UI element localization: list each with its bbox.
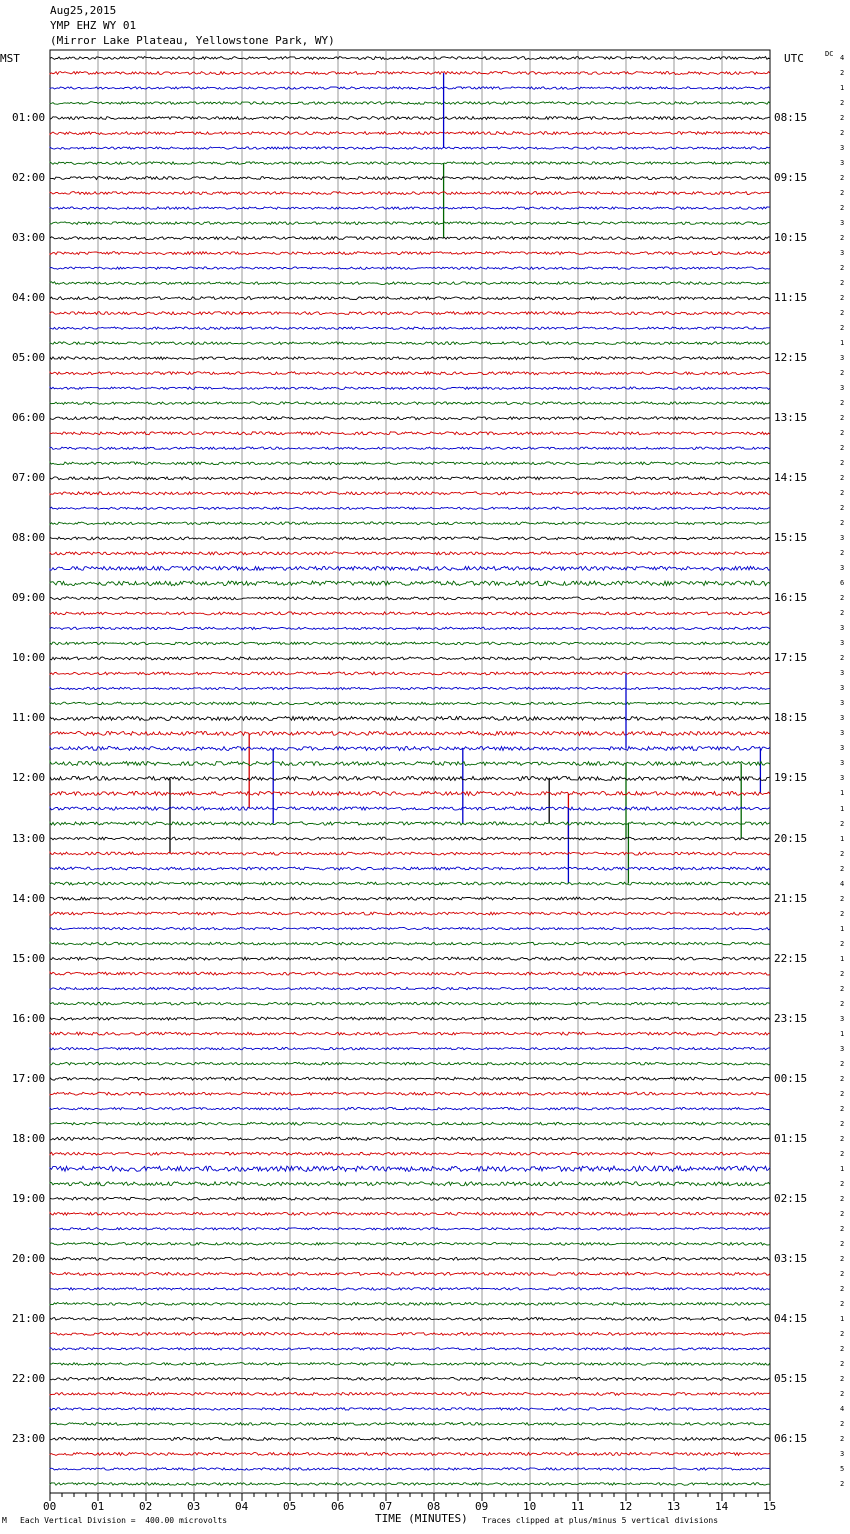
dc-offset-value: 2	[840, 1179, 845, 1188]
trace-row-20	[50, 357, 770, 360]
dc-offset-value: 2	[840, 399, 845, 408]
dc-offset-value: 3	[840, 624, 845, 633]
left-hour-label: 02:00	[12, 171, 46, 185]
trace-row-47	[50, 762, 770, 766]
left-hour-label: 16:00	[12, 1011, 46, 1025]
left-hour-label: 17:00	[12, 1071, 46, 1085]
trace-row-53	[50, 852, 770, 855]
trace-row-82	[50, 1288, 770, 1290]
right-hour-label: 11:15	[774, 291, 808, 305]
trace-row-12	[50, 237, 770, 240]
trace-row-65	[50, 1032, 770, 1035]
trace-row-13	[50, 252, 770, 255]
x-tick-label: 12	[619, 1500, 633, 1513]
trace-row-38	[50, 627, 770, 629]
trace-row-67	[50, 1062, 770, 1065]
trace-row-76	[50, 1197, 770, 1200]
trace-row-87	[50, 1363, 770, 1366]
trace-row-80	[50, 1257, 770, 1260]
dc-offset-value: 3	[840, 1014, 845, 1023]
left-hour-label: 08:00	[12, 531, 46, 545]
trace-row-16	[50, 297, 770, 300]
dc-offset-value: 6	[840, 579, 845, 588]
station-id: YMP EHZ WY 01	[50, 19, 137, 32]
trace-row-41	[50, 672, 770, 675]
dc-offset-value: 2	[840, 864, 845, 873]
time-axis	[50, 1493, 770, 1501]
dc-offset-value: 1	[840, 789, 845, 798]
dc-offset-value: 1	[840, 834, 845, 843]
left-hour-label: 11:00	[12, 711, 46, 725]
trace-row-22	[50, 387, 770, 389]
dc-offset-value: 3	[840, 639, 845, 648]
trace-row-18	[50, 327, 770, 329]
right-hour-label: 18:15	[774, 711, 808, 725]
trace-row-73	[50, 1152, 770, 1155]
trace-row-68	[50, 1077, 770, 1080]
left-hour-label: 14:00	[12, 891, 46, 905]
dc-offset-value: 2	[840, 984, 845, 993]
trace-row-21	[50, 372, 770, 375]
dc-offset-value: 2	[840, 234, 845, 243]
left-hour-label: 07:00	[12, 471, 46, 485]
x-tick-label: 07	[379, 1500, 393, 1513]
trace-row-11	[50, 222, 770, 225]
trace-row-34	[50, 566, 770, 570]
right-hour-label: 14:15	[774, 471, 808, 485]
dc-offset-value: 2	[840, 489, 845, 498]
trace-row-14	[50, 267, 770, 269]
trace-row-30	[50, 507, 770, 509]
trace-row-62	[50, 987, 770, 989]
left-hour-label: 04:00	[12, 291, 46, 305]
left-hour-label: 10:00	[12, 651, 46, 665]
dc-offset-value: 2	[840, 369, 845, 378]
trace-row-19	[50, 342, 770, 345]
dc-offset-value: 3	[840, 249, 845, 258]
dc-offset-value: 1	[840, 1164, 845, 1173]
right-hour-label: 16:15	[774, 591, 808, 605]
dc-offset-value: 4	[840, 54, 845, 62]
trace-row-49	[50, 792, 770, 796]
dc-offset-value: 2	[840, 894, 845, 903]
left-hour-label: 01:00	[12, 111, 46, 125]
dc-offset-value: 2	[840, 69, 845, 77]
trace-row-33	[50, 552, 770, 555]
trace-row-92	[50, 1438, 770, 1441]
dc-offset-value: 2	[840, 429, 845, 438]
right-hour-label: 06:15	[774, 1431, 808, 1445]
dc-offset-value: 3	[840, 669, 845, 678]
dc-offset-value: 2	[840, 1074, 845, 1083]
trace-row-63	[50, 1002, 770, 1005]
dc-offset-value: 2	[840, 279, 845, 288]
right-hour-label: 04:15	[774, 1311, 808, 1325]
trace-row-29	[50, 492, 770, 495]
left-hour-label: 22:00	[12, 1371, 46, 1385]
trace-row-51	[50, 822, 770, 825]
dc-offset-value: 2	[840, 1389, 845, 1398]
right-hour-label: 01:15	[774, 1131, 808, 1145]
left-hour-label: 19:00	[12, 1191, 46, 1205]
x-tick-label: 15	[763, 1500, 777, 1513]
right-hour-label: 15:15	[774, 531, 808, 545]
trace-row-0	[50, 57, 770, 60]
dc-offset-value: 2	[840, 654, 845, 663]
trace-row-93	[50, 1453, 770, 1456]
dc-offset-value: 2	[840, 1344, 845, 1353]
plot-frame	[50, 50, 770, 1493]
trace-row-56	[50, 897, 770, 900]
trace-row-94	[50, 1468, 770, 1470]
trace-row-5	[50, 132, 770, 135]
dc-offset-value: 2	[840, 1479, 845, 1488]
x-tick-label: 01	[91, 1500, 105, 1513]
right-hour-label: 05:15	[774, 1371, 808, 1385]
dc-offset-value: 3	[840, 759, 845, 768]
right-hour-label: 09:15	[774, 171, 808, 185]
trace-row-4	[50, 117, 770, 120]
trace-row-81	[50, 1272, 770, 1275]
dc-offset-value: 2	[840, 1209, 845, 1218]
dc-offset-value: 2	[840, 129, 845, 138]
trace-row-48	[50, 777, 770, 781]
x-tick-label: 10	[523, 1500, 537, 1513]
trace-row-60	[50, 957, 770, 960]
trace-row-35	[50, 581, 770, 586]
dc-offset-value: 2	[840, 1299, 845, 1308]
dc-offset-value: 2	[840, 414, 845, 423]
dc-offset-value: 3	[840, 534, 845, 543]
trace-row-64	[50, 1017, 770, 1020]
trace-row-39	[50, 642, 770, 645]
trace-row-85	[50, 1332, 770, 1335]
trace-row-86	[50, 1348, 770, 1350]
right-hour-label: 17:15	[774, 651, 808, 665]
chart-date: Aug25,2015	[50, 4, 117, 17]
right-hour-label: 20:15	[774, 831, 808, 845]
dc-offset-value: 3	[840, 564, 845, 573]
trace-row-32	[50, 537, 770, 540]
dc-offset-value: 3	[840, 144, 845, 153]
dc-offset-value: 2	[840, 1134, 845, 1143]
trace-row-83	[50, 1303, 770, 1306]
trace-row-89	[50, 1392, 770, 1395]
trace-row-61	[50, 972, 770, 975]
dc-offset-value: 2	[840, 1254, 845, 1263]
dc-offset-value: 3	[840, 159, 845, 168]
dc-offset-value: 1	[840, 339, 845, 348]
dc-offset-value: 2	[840, 444, 845, 453]
dc-offset-value: 2	[840, 609, 845, 618]
x-tick-label: 14	[715, 1500, 729, 1513]
dc-offset-value: 3	[840, 219, 845, 228]
x-tick-label: 11	[571, 1500, 585, 1513]
trace-row-15	[50, 282, 770, 285]
dc-offset-value: 2	[840, 309, 845, 318]
dc-offset-value: 3	[840, 714, 845, 723]
dc-offset-value: 4	[840, 879, 845, 888]
dc-offset-value: 1	[840, 1314, 845, 1323]
dc-offset-value: 2	[840, 99, 845, 108]
right-hour-label: 02:15	[774, 1191, 808, 1205]
clip-note: Traces clipped at plus/minus 5 vertical divisions	[482, 1516, 719, 1525]
trace-row-2	[50, 87, 770, 89]
dc-offset-value: 2	[840, 1269, 845, 1278]
trace-row-91	[50, 1423, 770, 1426]
left-hour-label: 03:00	[12, 231, 46, 245]
trace-row-54	[50, 867, 770, 870]
dc-offset-value: 2	[840, 1284, 845, 1293]
dc-offset-value: 2	[840, 1239, 845, 1248]
trace-row-84	[50, 1317, 770, 1320]
right-hour-label: 13:15	[774, 411, 808, 425]
trace-row-7	[50, 162, 770, 165]
dc-offset-value: 2	[840, 1434, 845, 1443]
right-hour-label: 22:15	[774, 951, 808, 965]
dc-offset-value: 4	[840, 1404, 845, 1413]
dc-offset-value: 2	[840, 1149, 845, 1158]
seismic-traces	[50, 57, 770, 1486]
trace-row-90	[50, 1408, 770, 1410]
trace-row-28	[50, 477, 770, 480]
x-tick-label: 08	[427, 1500, 441, 1513]
dc-offset-value: 2	[840, 264, 845, 273]
dc-offset-value: 3	[840, 1449, 845, 1458]
x-tick-label: 04	[235, 1500, 249, 1513]
dc-offset-value: 2	[840, 1104, 845, 1113]
trace-row-45	[50, 732, 770, 736]
dc-offset-value: 2	[840, 969, 845, 978]
trace-row-74	[50, 1166, 770, 1171]
trace-row-42	[50, 687, 770, 689]
dc-offset-value: 3	[840, 699, 845, 708]
dc-offset-value: 2	[840, 849, 845, 858]
corner-mark: M	[2, 1516, 7, 1525]
trace-row-77	[50, 1212, 770, 1215]
trace-row-24	[50, 417, 770, 420]
trace-row-57	[50, 912, 770, 915]
dc-column-label: DC	[825, 50, 834, 58]
trace-row-43	[50, 702, 770, 705]
dc-offset-value: 2	[840, 459, 845, 468]
trace-row-44	[50, 717, 770, 721]
trace-row-6	[50, 147, 770, 149]
trace-row-71	[50, 1122, 770, 1125]
trace-row-37	[50, 612, 770, 615]
trace-row-75	[50, 1182, 770, 1186]
dc-offset-value: 2	[840, 1059, 845, 1068]
left-hour-label: 13:00	[12, 831, 46, 845]
dc-offset-value: 2	[840, 594, 845, 603]
dc-offset-value: 3	[840, 684, 845, 693]
dc-offset-value: 2	[840, 294, 845, 303]
dc-offset-value: 5	[840, 1464, 845, 1473]
x-tick-label: 00	[43, 1500, 57, 1513]
x-tick-label: 03	[187, 1500, 201, 1513]
trace-row-72	[50, 1137, 770, 1140]
left-hour-label: 21:00	[12, 1311, 46, 1325]
trace-row-79	[50, 1243, 770, 1246]
dc-offset-value: 2	[840, 1224, 845, 1233]
dc-offset-value: 2	[840, 519, 845, 528]
dc-offset-value: 1	[840, 924, 845, 933]
trace-row-88	[50, 1377, 770, 1380]
dc-offset-value: 3	[840, 354, 845, 363]
dc-offset-value: 2	[840, 324, 845, 333]
trace-row-27	[50, 462, 770, 465]
left-hour-label: 18:00	[12, 1131, 46, 1145]
trace-row-23	[50, 402, 770, 405]
dc-offset-value: 1	[840, 804, 845, 813]
dc-offset-value: 2	[840, 1194, 845, 1203]
left-timezone-label: MST	[0, 52, 20, 65]
dc-offset-value: 1	[840, 954, 845, 963]
x-tick-label: 13	[667, 1500, 681, 1513]
left-hour-label: 06:00	[12, 411, 46, 425]
dc-offset-value: 2	[840, 1359, 845, 1368]
trace-row-52	[50, 837, 770, 840]
trace-row-36	[50, 597, 770, 600]
dc-offset-value: 3	[840, 774, 845, 783]
dc-offset-value: 2	[840, 1329, 845, 1338]
dc-offset-value: 2	[840, 909, 845, 918]
dc-offset-value: 2	[840, 1419, 845, 1428]
right-hour-label: 19:15	[774, 771, 808, 785]
dc-offset-value: 2	[840, 114, 845, 123]
trace-row-69	[50, 1092, 770, 1095]
trace-row-66	[50, 1048, 770, 1050]
dc-offset-value: 1	[840, 84, 845, 93]
dc-offset-value: 2	[840, 1119, 845, 1128]
trace-row-1	[50, 72, 770, 75]
dc-offset-value: 3	[840, 384, 845, 393]
minute-gridlines	[50, 50, 770, 1493]
right-hour-label: 03:15	[774, 1251, 808, 1265]
right-timezone-label: UTC	[784, 52, 804, 65]
x-axis-title: TIME (MINUTES)	[375, 1512, 468, 1525]
trace-row-25	[50, 432, 770, 435]
dc-offset-value: 2	[840, 1089, 845, 1098]
dc-offset-value: 3	[840, 744, 845, 753]
trace-row-8	[50, 177, 770, 180]
trace-row-50	[50, 807, 770, 810]
trace-row-17	[50, 312, 770, 315]
left-hour-label: 09:00	[12, 591, 46, 605]
left-hour-label: 15:00	[12, 951, 46, 965]
dc-offset-value: 2	[840, 174, 845, 183]
dc-offset-value: 3	[840, 729, 845, 738]
right-hour-label: 08:15	[774, 111, 808, 125]
trace-row-3	[50, 102, 770, 105]
trace-row-31	[50, 522, 770, 525]
right-hour-label: 00:15	[774, 1071, 808, 1085]
left-hour-label: 20:00	[12, 1251, 46, 1265]
left-hour-label: 23:00	[12, 1431, 46, 1445]
left-hour-label: 05:00	[12, 351, 46, 365]
trace-row-40	[50, 657, 770, 660]
dc-offset-value: 2	[840, 204, 845, 213]
dc-offset-value: 2	[840, 504, 845, 513]
x-tick-label: 05	[283, 1500, 297, 1513]
trace-row-59	[50, 942, 770, 945]
station-location: (Mirror Lake Plateau, Yellowstone Park, WY)	[50, 34, 335, 47]
dc-offset-value: 2	[840, 549, 845, 558]
trace-row-26	[50, 447, 770, 449]
trace-row-9	[50, 192, 770, 195]
right-hour-label: 10:15	[774, 231, 808, 245]
dc-offset-value: 3	[840, 1044, 845, 1053]
right-hour-label: 12:15	[774, 351, 808, 365]
scale-note: Each Vertical Division = 400.00 microvolts	[20, 1516, 228, 1525]
dc-offset-value: 2	[840, 1374, 845, 1383]
left-hour-label: 12:00	[12, 771, 46, 785]
trace-row-95	[50, 1483, 770, 1486]
trace-row-10	[50, 207, 770, 209]
right-hour-label: 21:15	[774, 891, 808, 905]
x-tick-label: 09	[475, 1500, 489, 1513]
dc-offset-value: 2	[840, 939, 845, 948]
trace-row-55	[50, 882, 770, 885]
trace-row-46	[50, 747, 770, 751]
trace-row-70	[50, 1108, 770, 1110]
x-tick-label: 06	[331, 1500, 345, 1513]
trace-row-58	[50, 927, 770, 929]
x-tick-label: 02	[139, 1500, 153, 1513]
dc-offset-value: 2	[840, 819, 845, 828]
dc-offset-value: 1	[840, 1029, 845, 1038]
right-hour-label: 23:15	[774, 1011, 808, 1025]
dc-offset-value: 2	[840, 999, 845, 1008]
trace-row-78	[50, 1228, 770, 1230]
dc-offset-value: 2	[840, 189, 845, 198]
dc-offset-value: 2	[840, 474, 845, 483]
